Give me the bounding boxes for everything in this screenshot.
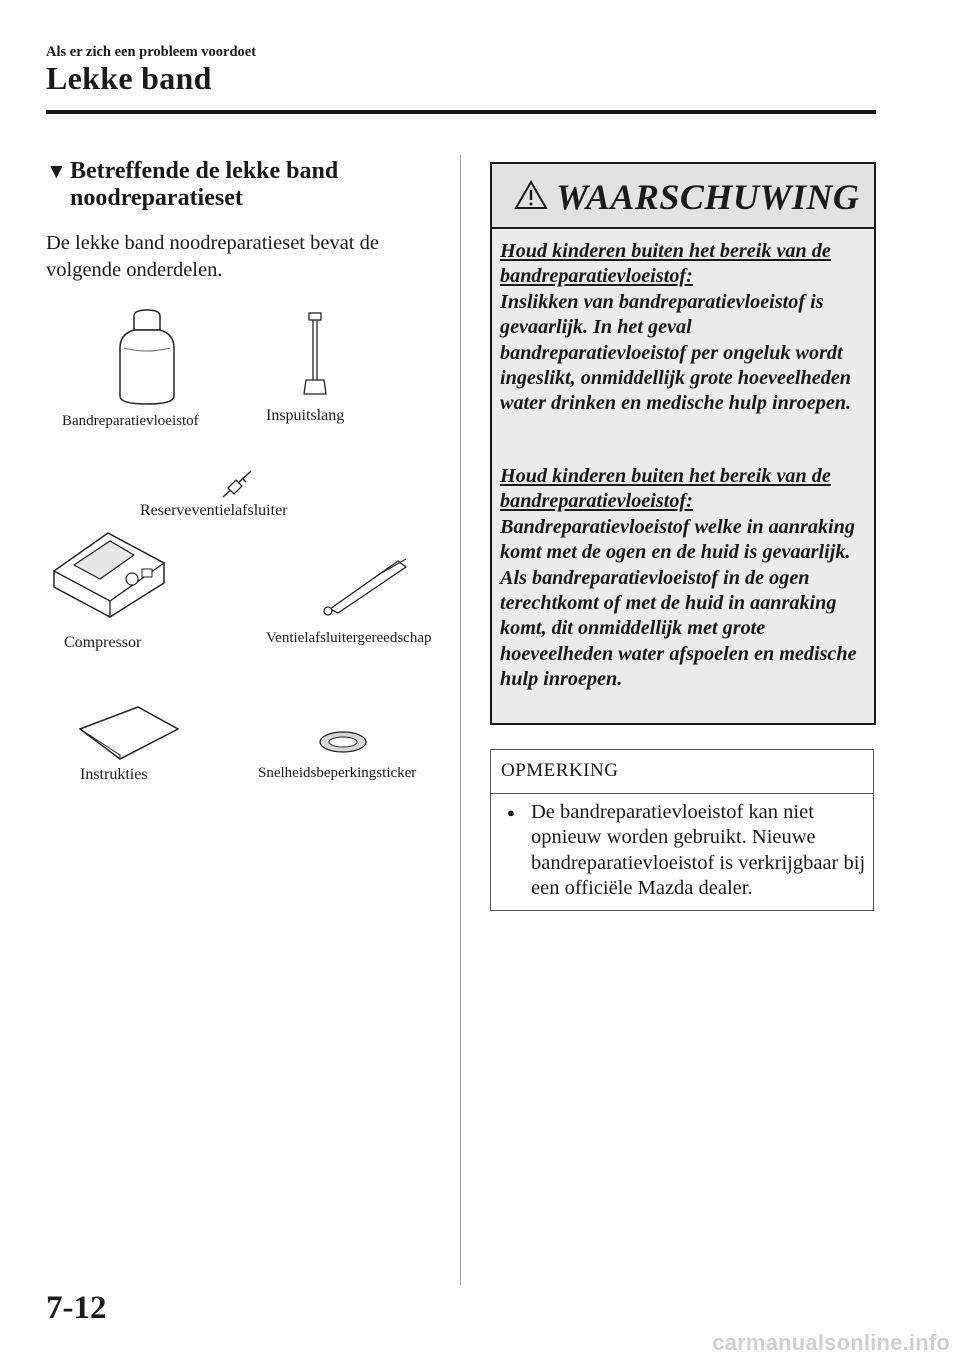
watermark: carmanualsonline.info bbox=[712, 1330, 950, 1355]
warning-block-2 bbox=[500, 464, 872, 693]
warning-block-2-text: Bandreparatievloeistof welke in aanraking komt met de ogen en de huid is gevaarlijk. Als bandreparatievloeistof in de ogen terechtkomt of met de huid in aanraking komt, dit onmiddellijk met grote hoeveelheden water afspoelen en medische hulp inroepen. bbox=[500, 515, 857, 691]
valve-tool-illustration bbox=[318, 555, 410, 617]
warning-box bbox=[490, 162, 876, 725]
valve-core-illustration bbox=[220, 468, 254, 500]
section-heading-line1: Betreffende de lekke band bbox=[70, 158, 339, 184]
title-rule bbox=[46, 110, 876, 114]
warning-block-1 bbox=[500, 239, 872, 417]
breadcrumb: Als er zich een probleem voordoet bbox=[46, 44, 257, 60]
note-text: De bandreparatievloeistof kan niet opnieuw worden gebruikt. Nieuwe bandreparatievloeistof is verkrijgbaar bij een officiële Mazda dealer. bbox=[531, 801, 866, 900]
warning-block-1-text: Inslikken van bandreparatievloeistof is gevaarlijk. In het geval bandreparatievloeistof per ongeluk wordt ingeslikt, onmiddellijk grote hoeveelheden water drinken en medische hulp inroepen. bbox=[500, 290, 852, 415]
caption-hose: Inspuitslang bbox=[266, 407, 345, 424]
warning-block-1-heading: Houd kinderen buiten het bereik van de bandreparatievloeistof: bbox=[500, 240, 831, 288]
section-heading bbox=[46, 158, 446, 212]
warning-block-2-heading: Houd kinderen buiten het bereik van de bandreparatievloeistof: bbox=[500, 465, 831, 513]
warning-title: WAARSCHUWING bbox=[556, 177, 860, 217]
triangle-marker-icon: ▼ bbox=[46, 159, 67, 183]
column-divider bbox=[460, 155, 461, 1285]
note-header bbox=[491, 750, 873, 794]
caption-bottle: Bandreparatievloeistof bbox=[62, 413, 199, 429]
caption-valve-core: Reserveventielafsluiter bbox=[140, 502, 288, 519]
compressor-illustration bbox=[50, 525, 168, 621]
caption-compressor: Compressor bbox=[64, 634, 142, 651]
bottle-illustration bbox=[112, 308, 182, 408]
sticker-illustration bbox=[318, 730, 368, 754]
warning-header bbox=[492, 164, 874, 229]
page-title: Lekke band bbox=[46, 60, 212, 96]
bullet-icon: ● bbox=[507, 805, 515, 820]
caption-speed-sticker: Snelheidsbeperkingsticker bbox=[258, 765, 417, 781]
section-heading-line2: noodreparatieset bbox=[70, 185, 243, 211]
intro-paragraph: De lekke band noodreparatieset bevat de volgende onderdelen. bbox=[46, 232, 379, 281]
hose-illustration bbox=[298, 312, 332, 398]
page-number: 7-12 bbox=[46, 1290, 107, 1326]
warning-triangle-icon bbox=[514, 180, 548, 210]
caption-instructions: Instrukties bbox=[80, 766, 148, 783]
caption-valve-tool: Ventielafsluitergereedschap bbox=[266, 630, 432, 646]
instructions-illustration bbox=[76, 705, 180, 761]
note-box bbox=[490, 749, 874, 911]
note-title: OPMERKING bbox=[501, 760, 619, 781]
